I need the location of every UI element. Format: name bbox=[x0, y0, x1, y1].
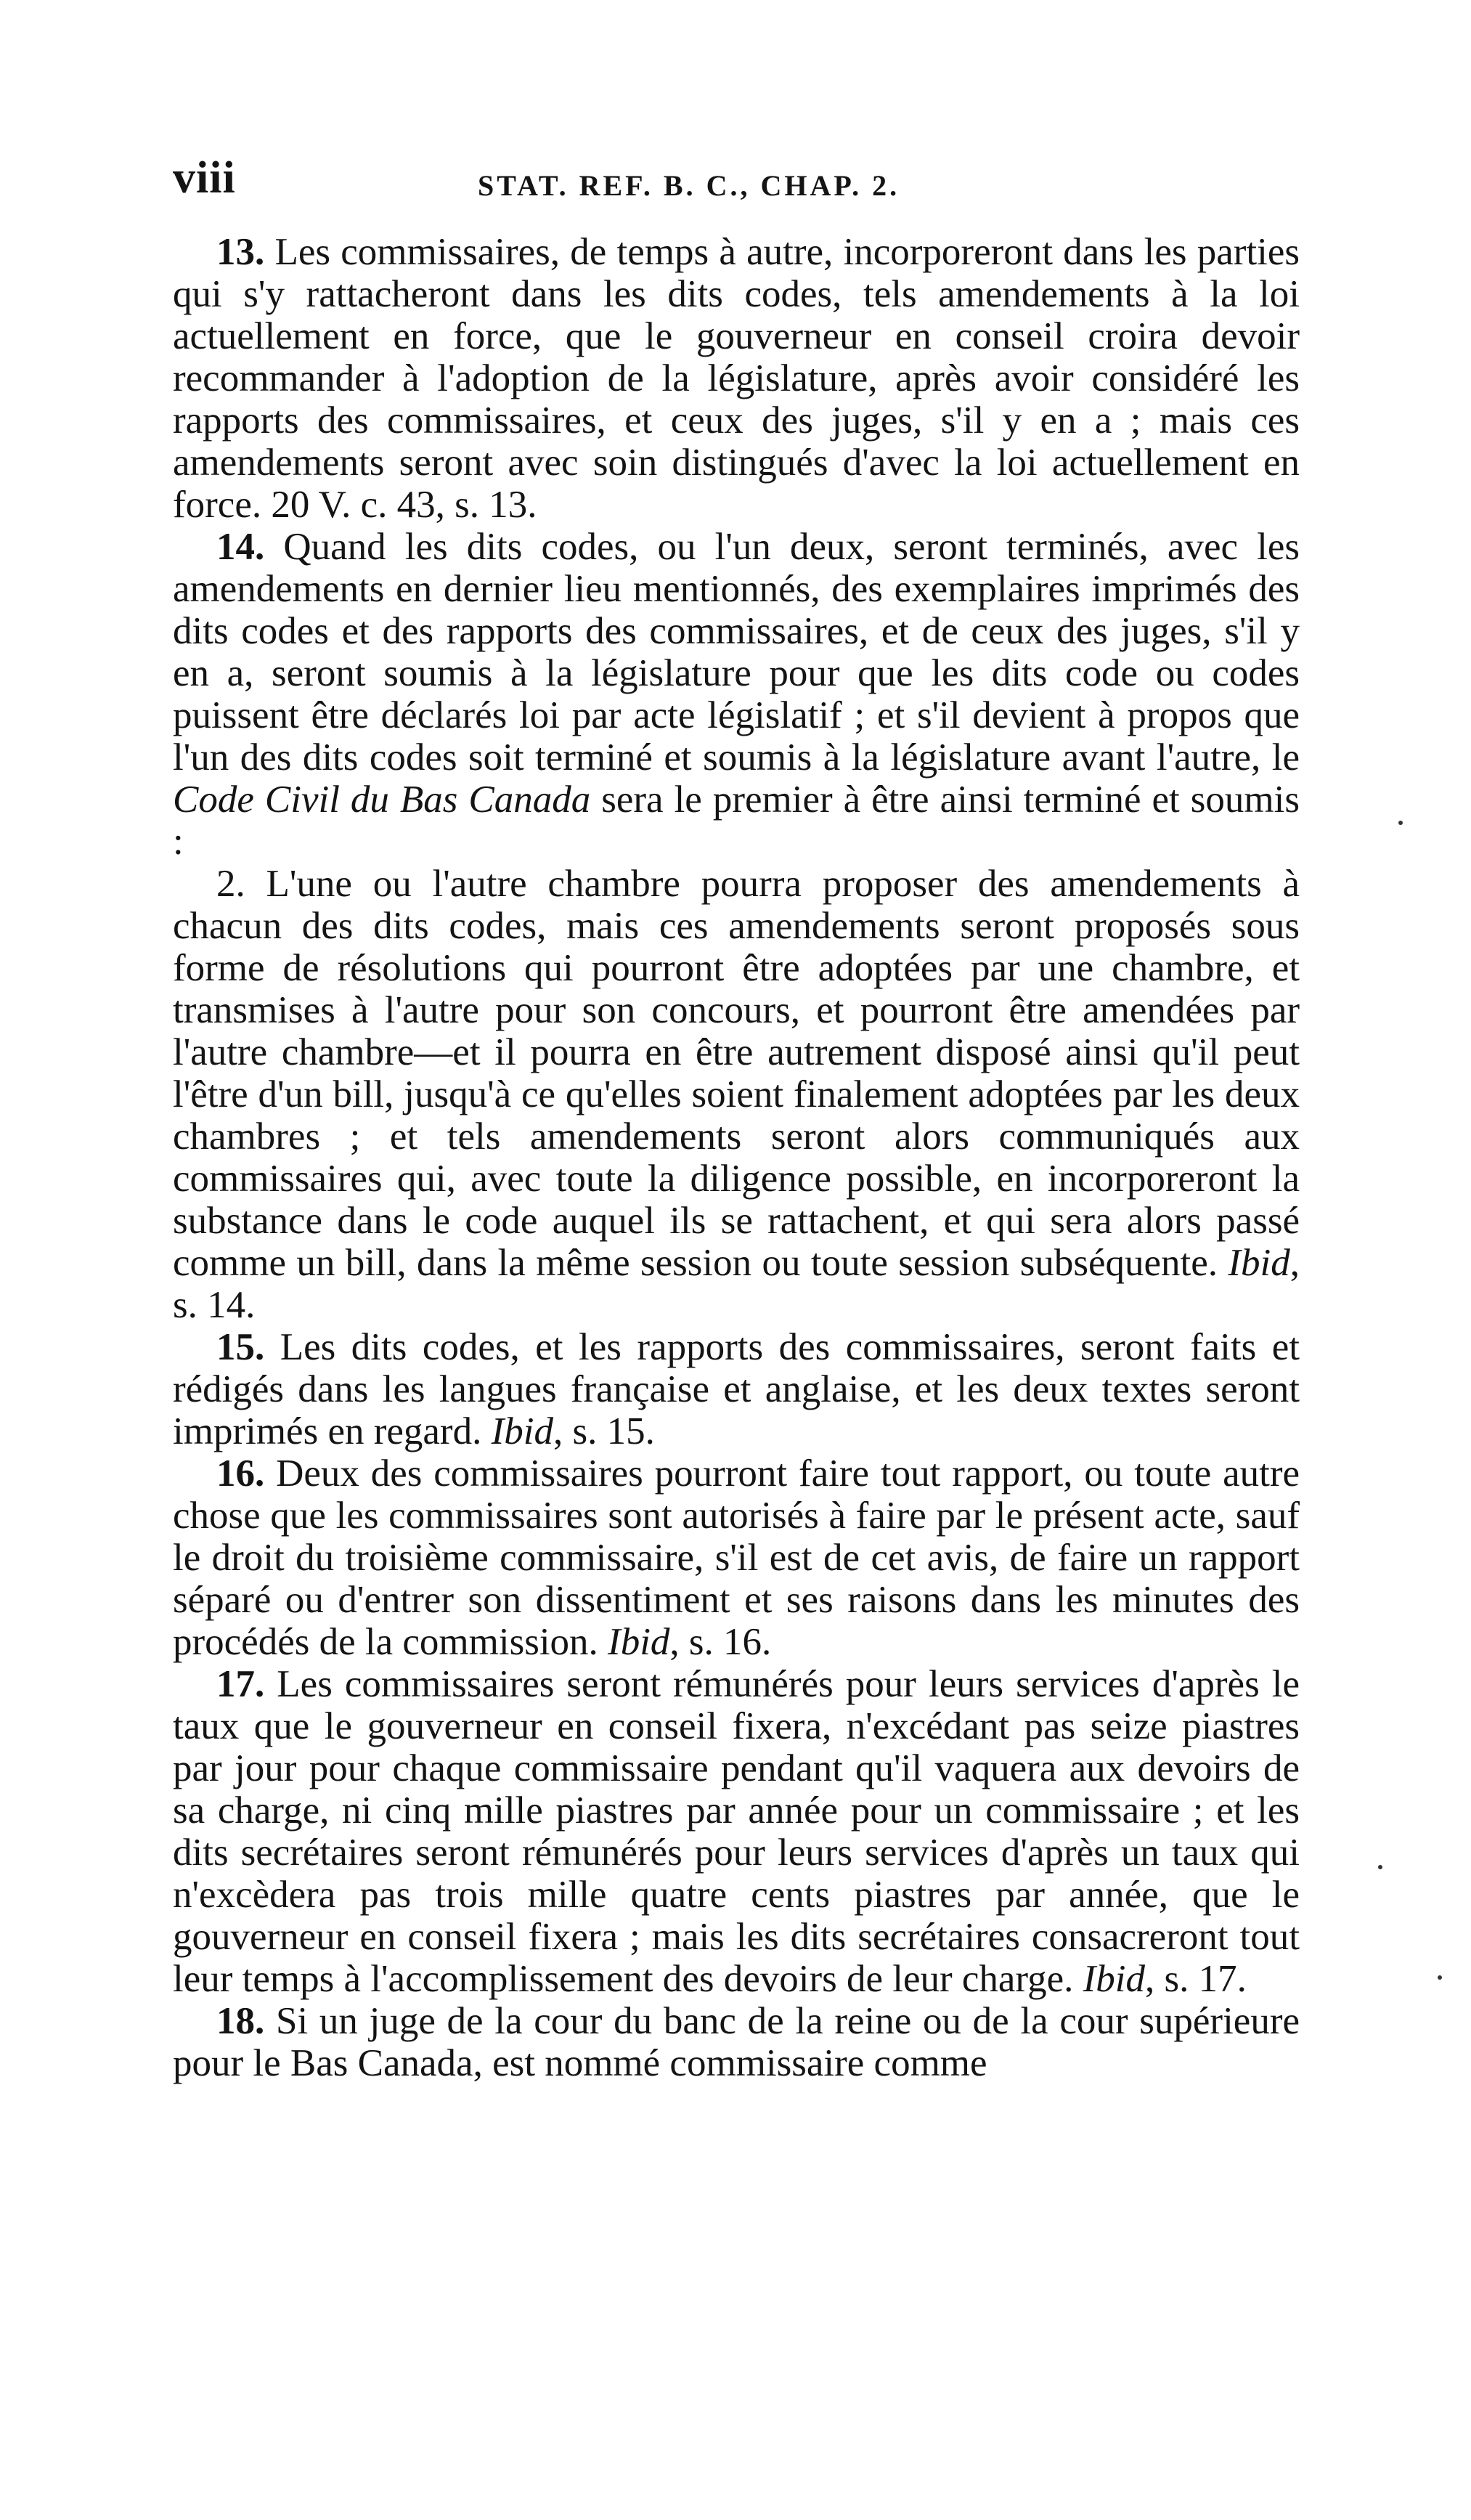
print-speck bbox=[1398, 821, 1403, 825]
section-17 bbox=[173, 1663, 1300, 2000]
section-14-subsection-2 bbox=[173, 863, 1300, 1326]
print-speck bbox=[1438, 1975, 1442, 1980]
citation-tail: , s. 15. bbox=[553, 1410, 655, 1452]
section-number: 17. bbox=[216, 1663, 265, 1705]
running-head: STAT. REF. B. C., CHAP. 2. bbox=[478, 169, 900, 202]
citation-ibid: Ibid bbox=[1228, 1242, 1290, 1284]
section-14 bbox=[173, 526, 1300, 863]
section-15 bbox=[173, 1326, 1300, 1452]
section-number: 15. bbox=[216, 1326, 265, 1368]
page-number: viii bbox=[173, 153, 236, 203]
print-speck bbox=[1378, 1865, 1382, 1869]
section-text: L'une ou l'autre chambre pourra proposer des amendements à chacun des dits codes, mais ces amendements seront proposés sous forme de résolutions qui pourront être adoptées par une chambre, et transmises à l'autre pour son concours, et pourront être amendées par l'autre chambre—et il pourra en être autrement disposé ainsi qu'il peut l'être d'un bill, jusqu'à ce qu'elles soient finalement adoptées par les deux chambres ; et tels amendements seront alors communiqués aux commissaires qui, avec toute la diligence possible, en incorporeront la substance dans le code auquel ils se rattachent, et qui sera alors passé comme un bill, dans la même session ou toute session subséquente. bbox=[173, 863, 1300, 1284]
section-text: Deux des commissaires pourront faire tout rapport, ou toute autre chose que les commissaires sont autorisés à faire par le présent acte, sauf le droit du troisième commissaire, s'il est de cet avis, de faire un rapport séparé ou d'entrer son dissentiment et ses raisons dans les minutes des procédés de la commission. bbox=[173, 1452, 1300, 1663]
citation-ibid: Ibid bbox=[491, 1410, 553, 1452]
section-number: 16. bbox=[216, 1452, 265, 1495]
section-text: Les dits codes, et les rapports des commissaires, seront faits et rédigés dans les langues française et anglaise, et les deux textes seront imprimés en regard. bbox=[173, 1326, 1300, 1452]
section-16 bbox=[173, 1452, 1300, 1663]
section-number: 14. bbox=[216, 526, 265, 568]
section-number: 2. bbox=[216, 863, 245, 905]
section-text: Si un juge de la cour du banc de la reine ou de la cour supérieure pour le Bas Canada, est nommé commissaire comme bbox=[173, 2000, 1300, 2084]
section-text: Quand les dits codes, ou l'un deux, seront terminés, avec les amendements en dernier lieu mentionnés, des exemplaires imprimés des dits codes et des rapports des commissaires, et de ceux des juges, s'il y en a, seront soumis à la législature pour que les dits code ou codes puissent être déclarés loi par acte législatif ; et s'il devient à propos que l'un des dits codes soit terminé et soumis à la législature avant l'autre, le bbox=[173, 526, 1300, 779]
citation-tail: , s. 16. bbox=[669, 1621, 772, 1663]
section-13 bbox=[173, 231, 1300, 526]
section-number: 18. bbox=[216, 2000, 265, 2042]
section-number: 13. bbox=[216, 231, 265, 273]
citation-ibid: Ibid bbox=[608, 1621, 670, 1663]
section-text: Les commissaires seront rémunérés pour leurs services d'après le taux que le gouverneur en conseil fixera, n'excédant pas seize piastres par jour pour chaque commissaire pendant qu'il vaquera aux devoirs de sa charge, ni cinq mille piastres par année pour un commissaire ; et les dits secrétaires seront rémunérés pour leurs services d'après un taux qui n'excèdera pas trois mille quatre cents piastres par année, que le gouverneur en conseil fixera ; mais les dits secrétaires consacreront tout leur temps à l'accomplissement des devoirs de leur charge. bbox=[173, 1663, 1300, 2000]
italic-title: Code Civil du Bas Canada bbox=[173, 779, 591, 821]
section-text: Les commissaires, de temps à autre, incorporeront dans les parties qui s'y rattacheront dans les dits codes, tels amendements à la loi actuellement en force, que le gouverneur en conseil croira devoir recommander à l'adoption de la législature, après avoir considéré les rapports des commissaires, et ceux des juges, s'il y en a ; mais ces amendements seront avec soin distingués d'avec la loi actuellement en force. 20 V. c. 43, s. 13. bbox=[173, 231, 1300, 526]
section-text: sera le premier à être ainsi terminé et soumis : bbox=[173, 779, 1300, 863]
page-header bbox=[173, 153, 1335, 218]
citation-tail: , s. 17. bbox=[1145, 1958, 1247, 2000]
body-text bbox=[173, 231, 1300, 2084]
citation-tail: , s. 14. bbox=[173, 1242, 1300, 1326]
section-18 bbox=[173, 2000, 1300, 2084]
citation-ibid: Ibid bbox=[1083, 1958, 1146, 2000]
